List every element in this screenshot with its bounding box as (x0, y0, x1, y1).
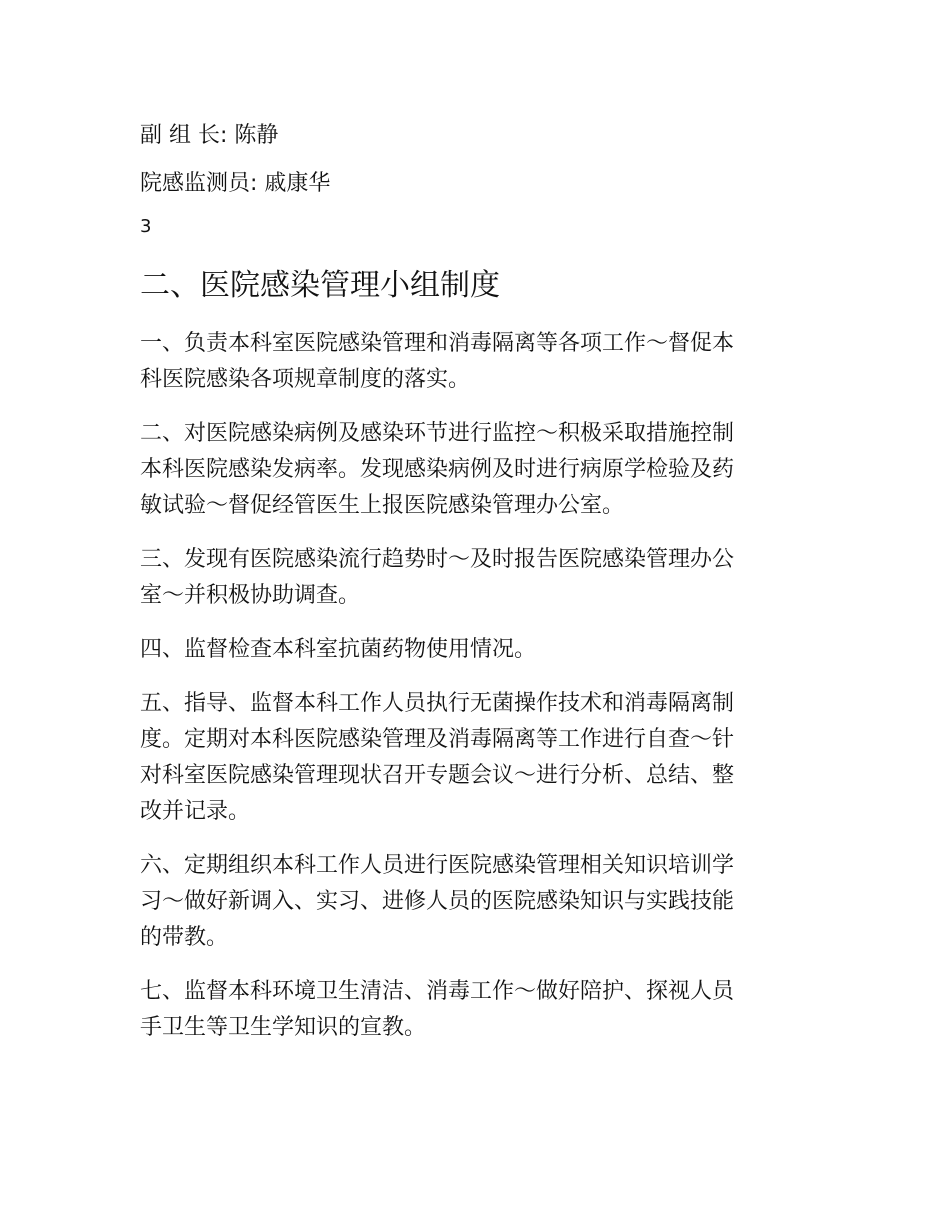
paragraph-line: 本科医院感染发病率。发现感染病例及时进行病原学检验及药 (140, 457, 735, 482)
paragraph-line: 三、发现有医院感染流行趋势时～及时报告医院感染管理办公 (140, 547, 735, 572)
paragraph-line: 的带教。 (140, 925, 229, 950)
paragraph-line: 二、对医院感染病例及感染环节进行监控～积极采取措施控制 (140, 421, 735, 446)
paragraph-line: 对科室医院感染管理现状召开专题会议～进行分析、总结、整 (140, 763, 735, 788)
paragraph-line: 习～做好新调入、实习、进修人员的医院感染知识与实践技能 (140, 889, 735, 914)
paragraph-5 (140, 686, 805, 830)
paragraph-line: 度。定期对本科医院感染管理及消毒隔离等工作进行自查～针 (140, 727, 735, 752)
paragraph-line: 改并记录。 (140, 799, 251, 824)
paragraph-6 (140, 848, 805, 956)
page-number: 3 (140, 216, 152, 237)
paragraph-line: 敏试验～督促经管医生上报医院感染管理办公室。 (140, 493, 625, 518)
paragraph-7 (140, 974, 805, 1046)
roles-list (140, 118, 805, 202)
paragraph-line: 一、负责本科室医院感染管理和消毒隔离等各项工作～督促本 (140, 331, 735, 356)
paragraph-line: 六、定期组织本科工作人员进行医院感染管理相关知识培训学 (140, 853, 735, 878)
paragraph-line: 七、监督本科环境卫生清洁、消毒工作～做好陪护、探视人员 (140, 979, 735, 1004)
paragraph-line: 手卫生等卫生学知识的宣教。 (140, 1015, 427, 1040)
paragraph-line: 四、监督检查本科室抗菌药物使用情况。 (140, 637, 537, 662)
paragraph-line: 五、指导、监督本科工作人员执行无菌操作技术和消毒隔离制 (140, 691, 735, 716)
role-infection-monitor: 院感监测员: 戚康华 (140, 171, 331, 196)
document-page (140, 118, 805, 1064)
paragraph-2 (140, 416, 805, 524)
paragraph-line: 科医院感染各项规章制度的落实。 (140, 367, 471, 392)
paragraph-1 (140, 326, 805, 398)
section-title: 二、医院感染管理小组制度 (140, 268, 500, 303)
paragraph-4 (140, 632, 805, 668)
paragraph-3 (140, 542, 805, 614)
role-deputy-leader: 副 组 长: 陈静 (140, 123, 279, 148)
paragraph-line: 室～并积极协助调查。 (140, 583, 361, 608)
